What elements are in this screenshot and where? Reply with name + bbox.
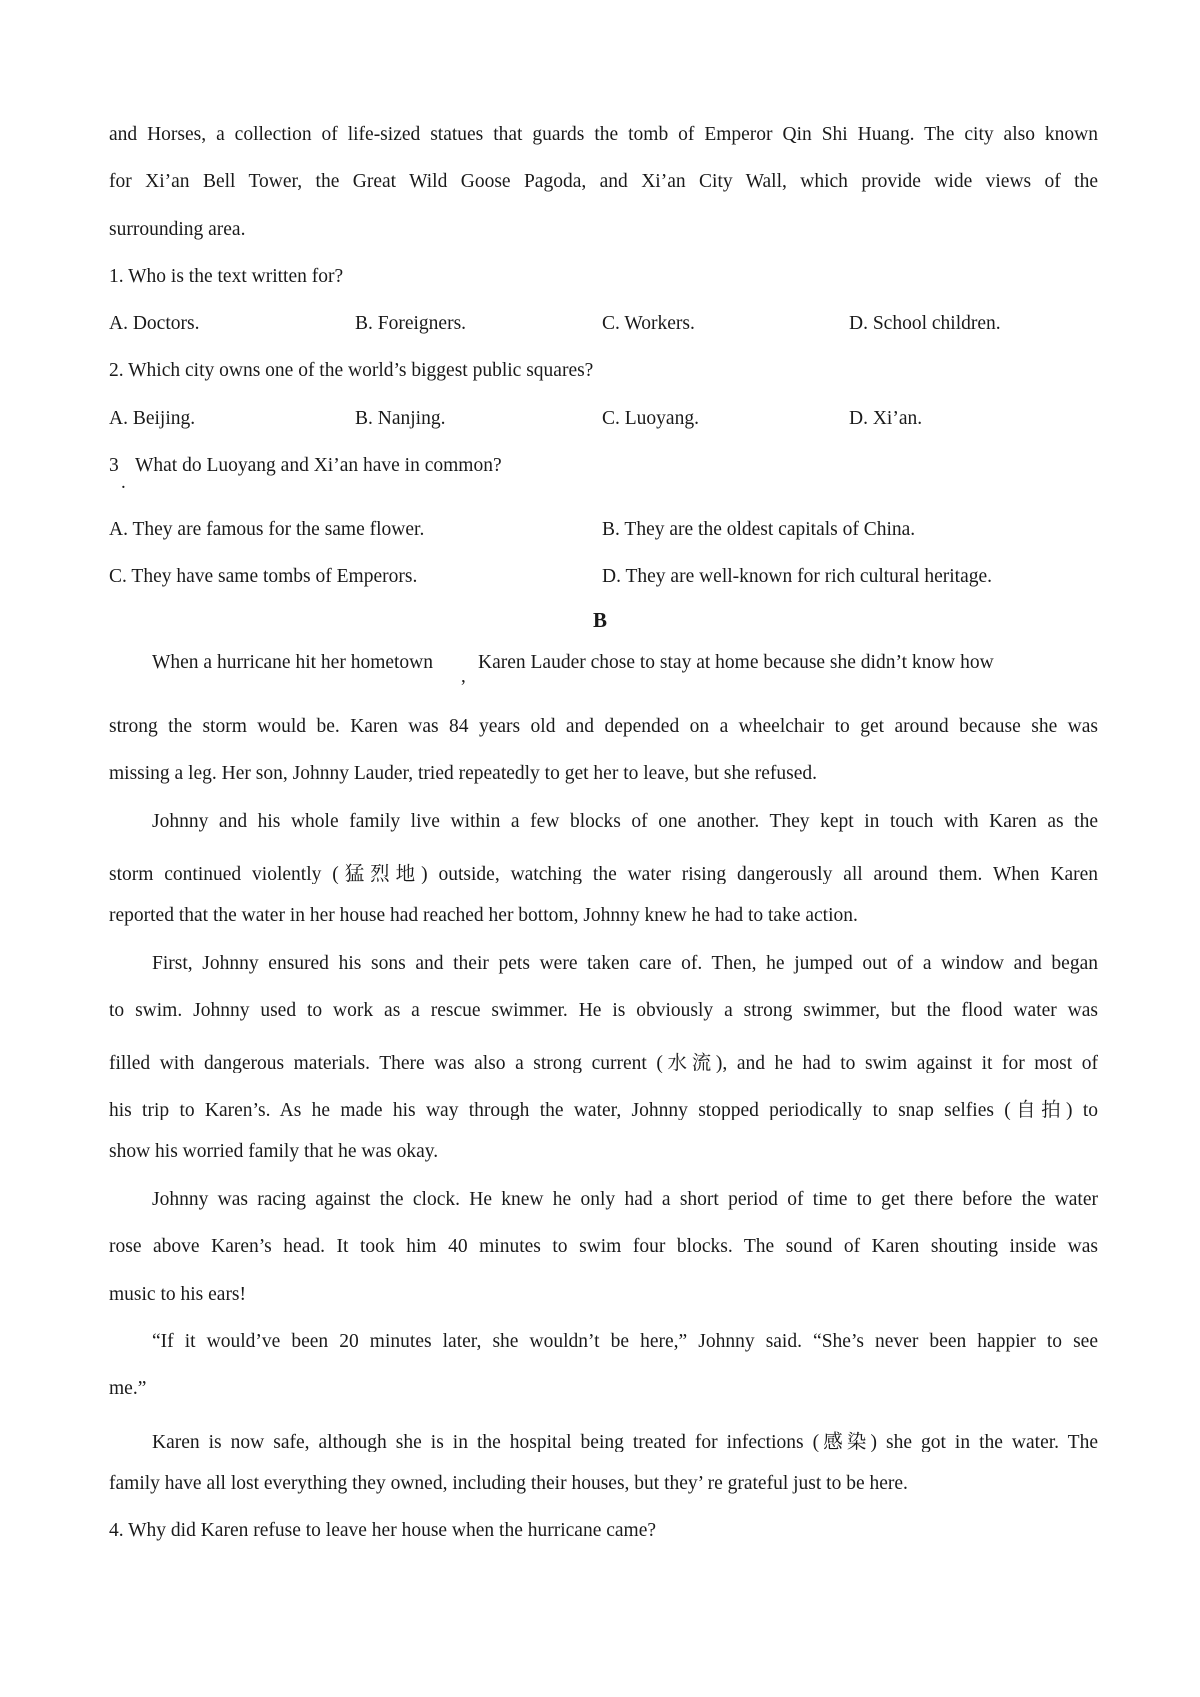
question-3-option-d: D. They are well-known for rich cultural heritage. [602, 566, 993, 587]
paragraph-2-line-1: Johnny and his whole family live within a few blocks of one another. They kept in touch with Karen as the [152, 811, 1098, 832]
paragraph-1-continuation: Karen Lauder chose to stay at home because she didn’t know how [478, 652, 994, 673]
question-3-option-b: B. They are the oldest capitals of China. [602, 519, 916, 540]
paragraph-5-line-2: me.” [109, 1378, 147, 1399]
paragraph-6-line-2: family have all lost everything they owned, including their houses, but they’ re grateful just to be here. [109, 1473, 908, 1494]
question-2-stem: 2. Which city owns one of the world’s biggest public squares? [109, 360, 594, 381]
paragraph-1-start: When a hurricane hit her hometown [152, 652, 434, 673]
question-3-option-c: C. They have same tombs of Emperors. [109, 566, 418, 587]
question-3-dot: . [121, 472, 126, 493]
paragraph-6-line-1: Karen is now safe, although she is in the hospital being treated for infections (感染) she got in the water. The [152, 1432, 1098, 1452]
paragraph-1-line-2: strong the storm would be. Karen was 84 years old and depended on a wheelchair to get around because she was [109, 716, 1098, 737]
paragraph-5-line-1: “If it would’ve been 20 minutes later, she wouldn’t be here,” Johnny said. “She’s never been happier to see [152, 1331, 1098, 1352]
question-2-option-b: B. Nanjing. [355, 408, 446, 429]
question-1-option-d: D. School children. [849, 313, 1001, 334]
passage-a-line-1: and Horses, a collection of life-sized statues that guards the tomb of Emperor Qin Shi Huang. The city also known [109, 124, 1098, 145]
paragraph-3-line-2: to swim. Johnny used to work as a rescue swimmer. He is obviously a strong swimmer, but the flood water was [109, 1000, 1098, 1021]
section-b-heading: B [592, 608, 607, 632]
paragraph-2-line-3: reported that the water in her house had reached her bottom, Johnny knew he had to take action. [109, 905, 858, 926]
paragraph-1-line-3: missing a leg. Her son, Johnny Lauder, tried repeatedly to get her to leave, but she refused. [109, 763, 818, 784]
paragraph-4-line-1: Johnny was racing against the clock. He knew he only had a short period of time to get there before the water [152, 1189, 1098, 1210]
question-1-stem: 1. Who is the text written for? [109, 266, 344, 287]
question-3-number: 3 [109, 455, 119, 476]
paragraph-4-line-2: rose above Karen’s head. It took him 40 minutes to swim four blocks. The sound of Karen shouting inside was [109, 1236, 1098, 1257]
question-1-option-c: C. Workers. [602, 313, 695, 334]
question-2-option-a: A. Beijing. [109, 408, 196, 429]
paragraph-4-line-3: music to his ears! [109, 1284, 247, 1305]
paragraph-3-line-1: First, Johnny ensured his sons and their pets were taken care of. Then, he jumped out of a window and began [152, 953, 1098, 974]
passage-a-line-2: for Xi’an Bell Tower, the Great Wild Goose Pagoda, and Xi’an City Wall, which provide wide views of the [109, 171, 1098, 192]
question-2-option-d: D. Xi’an. [849, 408, 923, 429]
passage-a-line-3: surrounding area. [109, 219, 246, 240]
question-2-option-c: C. Luoyang. [602, 408, 699, 429]
paragraph-3-line-3: filled with dangerous materials. There was also a strong current (水流), and he had to swim against it for most of [109, 1053, 1098, 1073]
paragraph-2-line-2: storm continued violently (猛烈地) outside, watching the water rising dangerously all around them. When Karen [109, 864, 1098, 884]
question-4-stem: 4. Why did Karen refuse to leave her house when the hurricane came? [109, 1520, 657, 1541]
question-1-option-b: B. Foreigners. [355, 313, 467, 334]
paragraph-3-line-5: show his worried family that he was okay. [109, 1141, 439, 1162]
paragraph-1-comma: , [461, 666, 466, 687]
question-3-stem: What do Luoyang and Xi’an have in common? [135, 455, 502, 476]
question-1-option-a: A. Doctors. [109, 313, 200, 334]
question-3-option-a: A. They are famous for the same flower. [109, 519, 425, 540]
paragraph-3-line-4: his trip to Karen’s. As he made his way through the water, Johnny stopped periodically to snap selfies (自拍) to [109, 1100, 1098, 1120]
